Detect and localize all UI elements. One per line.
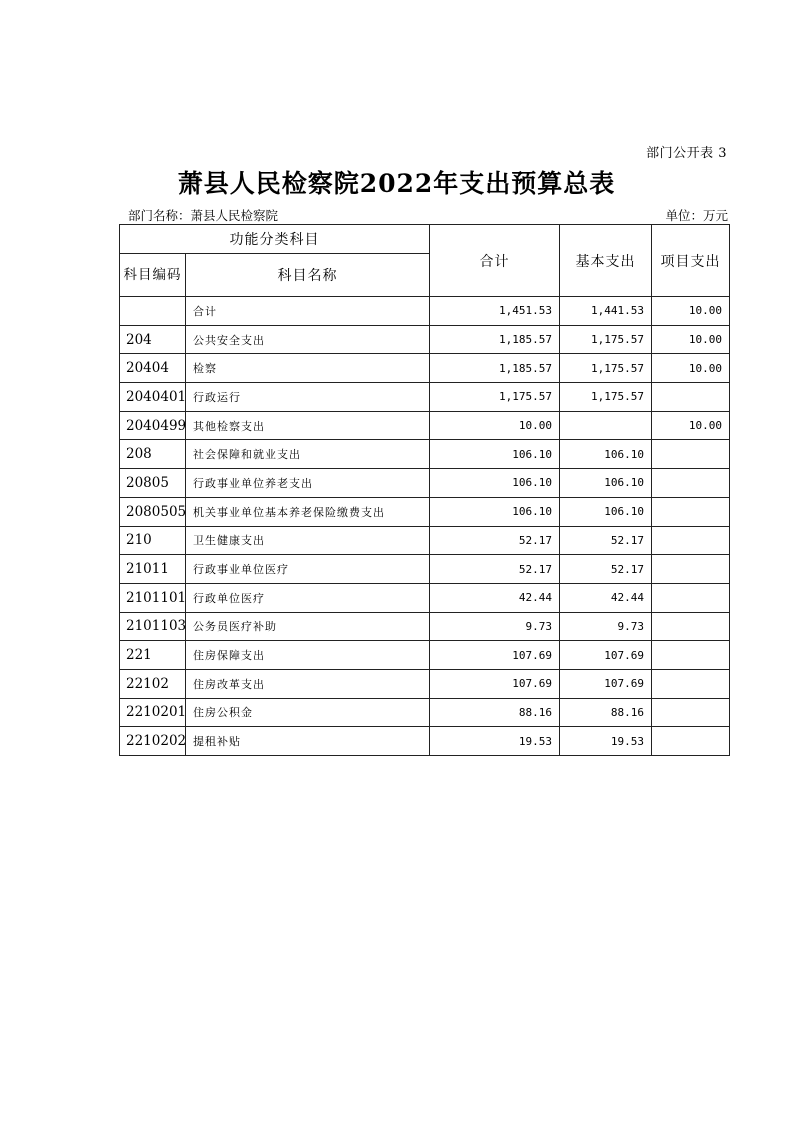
cell-subject-code: 20404	[120, 354, 186, 383]
cell-subject-name: 公务员医疗补助	[186, 612, 430, 641]
cell-subject-code: 20805	[120, 469, 186, 498]
cell-basic: 1,441.53	[560, 297, 652, 326]
cell-total: 1,185.57	[430, 325, 560, 354]
cell-subject-name: 住房改革支出	[186, 669, 430, 698]
cell-project	[652, 641, 730, 670]
cell-project: 10.00	[652, 297, 730, 326]
cell-project: 10.00	[652, 325, 730, 354]
cell-total: 9.73	[430, 612, 560, 641]
cell-subject-code: 2210201	[120, 698, 186, 727]
header-subject-name: 科目名称	[186, 254, 430, 297]
cell-subject-name: 住房保障支出	[186, 641, 430, 670]
cell-basic	[560, 411, 652, 440]
header-project: 项目支出	[652, 225, 730, 297]
unit-label: 单位：万元	[665, 208, 728, 223]
header-row-top	[120, 225, 730, 254]
header-function-category: 功能分类科目	[120, 225, 430, 254]
cell-basic: 106.10	[560, 469, 652, 498]
cell-basic: 106.10	[560, 497, 652, 526]
cell-subject-code: 204	[120, 325, 186, 354]
budget-table	[119, 224, 730, 756]
table-row	[120, 469, 730, 498]
cell-basic: 1,175.57	[560, 354, 652, 383]
cell-total: 1,185.57	[430, 354, 560, 383]
budget-body	[120, 297, 730, 756]
cell-total: 106.10	[430, 440, 560, 469]
cell-project	[652, 727, 730, 756]
cell-basic: 106.10	[560, 440, 652, 469]
cell-total: 19.53	[430, 727, 560, 756]
cell-total: 106.10	[430, 469, 560, 498]
cell-basic: 42.44	[560, 583, 652, 612]
cell-project	[652, 555, 730, 584]
cell-total: 106.10	[430, 497, 560, 526]
cell-project: 10.00	[652, 354, 730, 383]
table-row	[120, 583, 730, 612]
cell-subject-name: 机关事业单位基本养老保险缴费支出	[186, 497, 430, 526]
table-row	[120, 440, 730, 469]
cell-basic: 52.17	[560, 555, 652, 584]
document-label: 部门公开表 3	[646, 146, 727, 161]
table-row	[120, 612, 730, 641]
cell-subject-name: 提租补贴	[186, 727, 430, 756]
table-row	[120, 354, 730, 383]
table-row	[120, 727, 730, 756]
cell-total: 52.17	[430, 526, 560, 555]
cell-subject-code: 2080505	[120, 497, 186, 526]
cell-project	[652, 612, 730, 641]
cell-subject-name: 检察	[186, 354, 430, 383]
cell-basic: 107.69	[560, 669, 652, 698]
cell-subject-code: 2101103	[120, 612, 186, 641]
cell-subject-name: 合计	[186, 297, 430, 326]
cell-project	[652, 669, 730, 698]
cell-subject-name: 行政事业单位养老支出	[186, 469, 430, 498]
cell-subject-name: 行政单位医疗	[186, 583, 430, 612]
cell-total: 42.44	[430, 583, 560, 612]
cell-project: 10.00	[652, 411, 730, 440]
cell-subject-code: 210	[120, 526, 186, 555]
cell-basic: 1,175.57	[560, 383, 652, 412]
cell-basic: 52.17	[560, 526, 652, 555]
cell-subject-code: 221	[120, 641, 186, 670]
cell-project	[652, 440, 730, 469]
cell-total: 107.69	[430, 669, 560, 698]
cell-subject-name: 住房公积金	[186, 698, 430, 727]
cell-basic: 107.69	[560, 641, 652, 670]
cell-total: 52.17	[430, 555, 560, 584]
cell-basic: 9.73	[560, 612, 652, 641]
table-row	[120, 297, 730, 326]
cell-total: 107.69	[430, 641, 560, 670]
subheader	[128, 206, 728, 224]
cell-project	[652, 469, 730, 498]
cell-project	[652, 526, 730, 555]
cell-subject-name: 其他检察支出	[186, 411, 430, 440]
cell-subject-code	[120, 297, 186, 326]
table-row	[120, 383, 730, 412]
table-row	[120, 497, 730, 526]
cell-subject-name: 行政运行	[186, 383, 430, 412]
cell-subject-code: 2101101	[120, 583, 186, 612]
cell-project	[652, 583, 730, 612]
cell-basic: 19.53	[560, 727, 652, 756]
cell-subject-name: 卫生健康支出	[186, 526, 430, 555]
cell-subject-code: 2040401	[120, 383, 186, 412]
cell-total: 88.16	[430, 698, 560, 727]
cell-total: 10.00	[430, 411, 560, 440]
department-name: 部门名称：萧县人民检察院	[128, 208, 279, 223]
cell-basic: 1,175.57	[560, 325, 652, 354]
cell-project	[652, 698, 730, 727]
header-total: 合计	[430, 225, 560, 297]
table-row	[120, 526, 730, 555]
cell-subject-code: 208	[120, 440, 186, 469]
cell-subject-name: 社会保障和就业支出	[186, 440, 430, 469]
cell-subject-name: 公共安全支出	[186, 325, 430, 354]
table-row	[120, 555, 730, 584]
cell-total: 1,451.53	[430, 297, 560, 326]
cell-subject-code: 2210202	[120, 727, 186, 756]
cell-project	[652, 497, 730, 526]
table-row	[120, 325, 730, 354]
page-title: 萧县人民检察院2022年支出预算总表	[177, 169, 616, 198]
cell-subject-code: 21011	[120, 555, 186, 584]
table-row	[120, 641, 730, 670]
header-subject-code: 科目编码	[120, 254, 186, 297]
table-row	[120, 698, 730, 727]
cell-basic: 88.16	[560, 698, 652, 727]
table-row	[120, 669, 730, 698]
cell-subject-code: 2040499	[120, 411, 186, 440]
header-basic: 基本支出	[560, 225, 652, 297]
cell-subject-code: 22102	[120, 669, 186, 698]
cell-total: 1,175.57	[430, 383, 560, 412]
table-row	[120, 411, 730, 440]
cell-project	[652, 383, 730, 412]
cell-subject-name: 行政事业单位医疗	[186, 555, 430, 584]
